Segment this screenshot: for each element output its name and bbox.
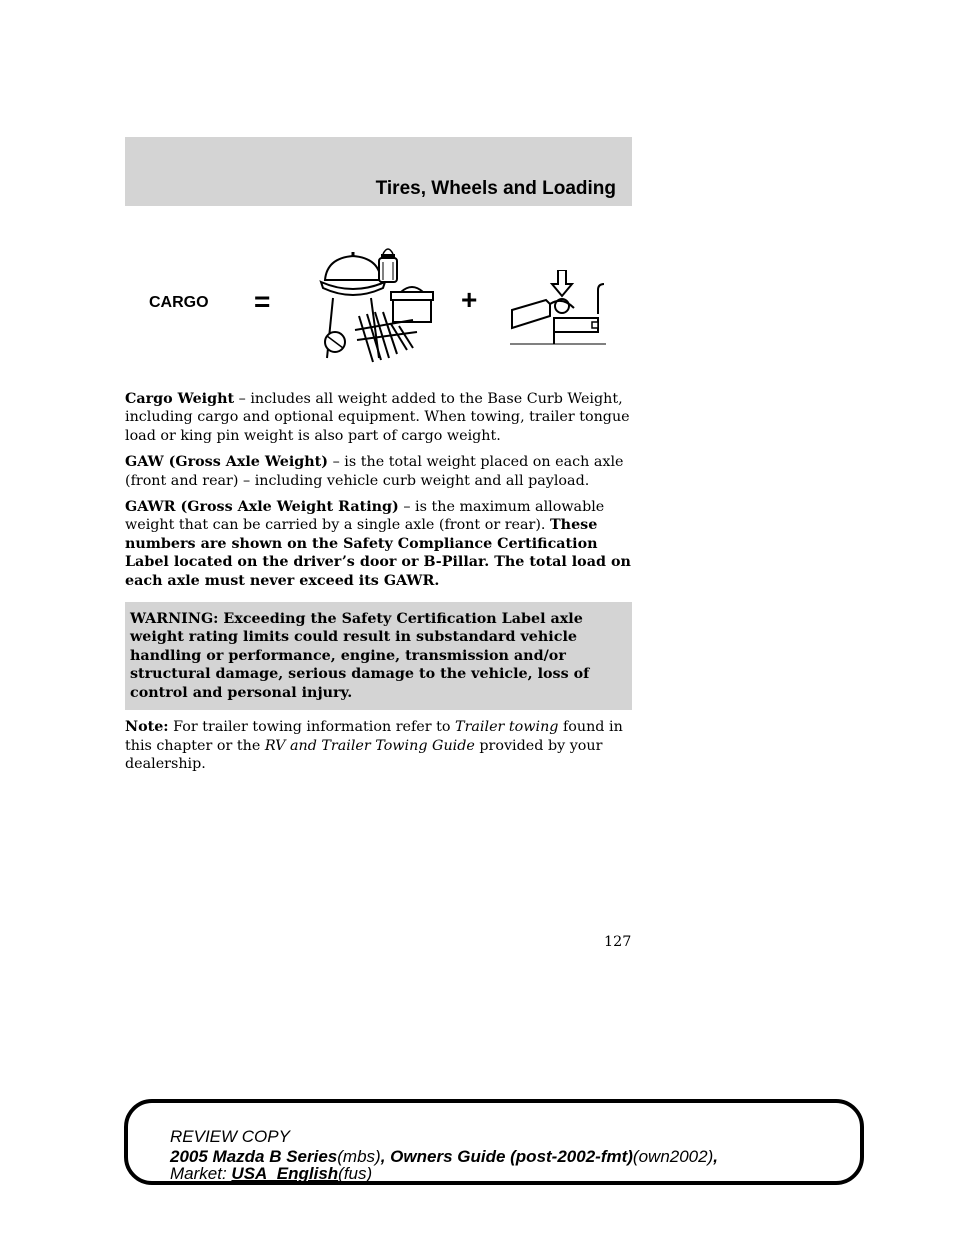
warning-box [125, 602, 632, 710]
review-copy-footer [124, 1099, 864, 1185]
guide-name: , Owners Guide (post-2002-fmt) [380, 1147, 633, 1166]
warning-text: WARNING: Exceeding the Safety Certification Label axle weight rating limits could result in substandard vehicle handling or performance, engine, transmission and/or structural damage, serious damage to the vehicle, loss of control and personal injury. [130, 611, 590, 701]
plus-sign: + [461, 284, 478, 315]
gaw-definition: – is the total weight placed on each axle (front and rear) – including vehicle curb weight and all payload. [125, 454, 624, 489]
equals-sign: = [254, 286, 271, 317]
cargo-weight-definition: – includes all weight added to the Base Curb Weight, including cargo and optional equipment. When towing, trailer tongue load or king pin weight is also part of cargo weight. [125, 391, 630, 444]
body-text [125, 390, 632, 781]
market-code: (fus) [338, 1164, 373, 1183]
note-text-1: For trailer towing information refer to [173, 719, 451, 736]
guide-code: (own2002) [632, 1147, 714, 1166]
note-link-towing-guide: RV and Trailer Towing Guide [264, 737, 475, 754]
note-paragraph [125, 718, 632, 773]
page-number: 127 [604, 934, 632, 950]
market-value: USA_English [231, 1164, 339, 1183]
section-header [125, 137, 632, 206]
market-info-line [170, 1164, 372, 1184]
cargo-weight-term: Cargo Weight [125, 391, 235, 407]
gawr-definition: – is the maximum allowable weight that can be carried by a single axle (front or rear). [125, 499, 605, 534]
gaw-term: GAW (Gross Axle Weight) [125, 454, 329, 471]
note-text-2: found in this chapter or the [125, 719, 623, 754]
trailer-hitch-icon [510, 270, 606, 352]
gawr-term: GAWR (Gross Axle Weight Rating) [125, 499, 399, 516]
gaw-paragraph [125, 453, 632, 490]
section-title: Tires, Wheels and Loading [375, 178, 616, 199]
review-copy-label: REVIEW COPY [170, 1127, 290, 1146]
camping-gear-icon [313, 240, 435, 368]
cargo-weight-paragraph [125, 390, 632, 445]
cargo-illustration [125, 232, 632, 372]
model-name: 2005 Mazda B Series [170, 1147, 338, 1166]
cargo-label: CARGO [149, 294, 209, 311]
note-text-3: provided by your dealership. [125, 737, 603, 772]
gawr-paragraph [125, 498, 632, 590]
note-label: Note: [125, 719, 169, 736]
market-label: Market: [170, 1164, 227, 1183]
note-link-trailer-towing: Trailer towing [455, 719, 559, 736]
model-code: (mbs) [337, 1147, 381, 1166]
separator-comma: , [713, 1147, 718, 1166]
gawr-bold-statement: These numbers are shown on the Safety Compliance Certification Label located on the driver’s door or B-Pillar. The total load on each axle must never exceed its GAWR. [125, 517, 631, 589]
